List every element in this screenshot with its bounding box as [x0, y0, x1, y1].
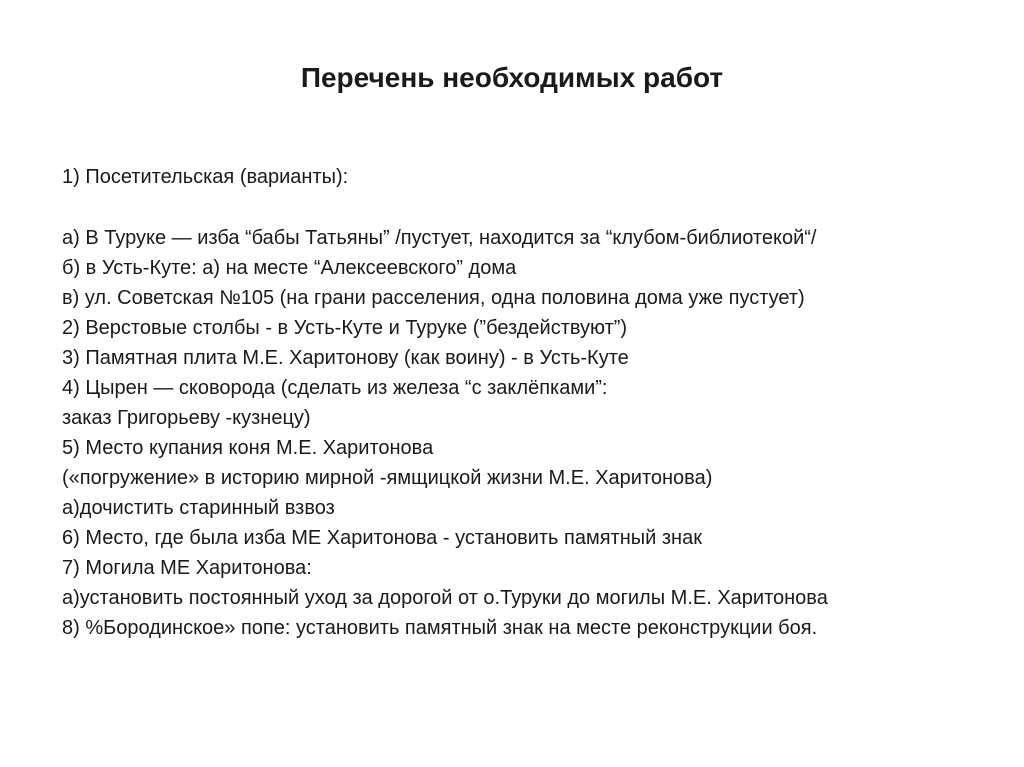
list-line: 1) Посетительская (варианты):	[62, 166, 349, 188]
list-line: заказ Григорьеву -кузнецу)	[62, 407, 311, 429]
list-line: б) в Усть-Куте: а) на месте “Алексеевского” дома	[62, 257, 517, 279]
list-line: 4) Цырен — сковорода (сделать из железа “с заклёпками”:	[62, 377, 608, 399]
list-line: 7) Могила МЕ Харитонова:	[62, 557, 312, 579]
slide-title: Перечень необходимых работ	[300, 62, 724, 93]
list-line: а)дочистить старинный взвоз	[62, 497, 335, 519]
list-line: а)установить постоянный уход за дорогой от о.Туруки до могилы М.Е. Харитонова	[62, 587, 828, 609]
list-line: 3) Памятная плита М.Е. Харитонову (как воину) - в Усть-Куте	[62, 347, 629, 369]
slide-body	[62, 162, 982, 643]
list-line: 2) Верстовые столбы - в Усть-Куте и Туруке (”бездействуют”)	[62, 317, 628, 339]
list-line: 5) Место купания коня М.Е. Харитонова	[62, 437, 434, 459]
list-line: а) В Туруке — изба “бабы Татьяны” /пустует, находится за “клубом-библиотекой“/	[62, 227, 817, 249]
list-line: в) ул. Советская №105 (на грани расселения, одна половина дома уже пустует)	[62, 287, 805, 309]
list-line: 8) %Бородинское» попе: установить памятный знак на месте реконструкции боя.	[62, 617, 818, 639]
list-line: 6) Место, где была изба МЕ Харитонова - установить памятный знак	[62, 527, 702, 549]
blank-line	[62, 192, 982, 223]
list-line: («погружение» в историю мирной -ямщицкой жизни М.Е. Харитонова)	[62, 467, 713, 489]
